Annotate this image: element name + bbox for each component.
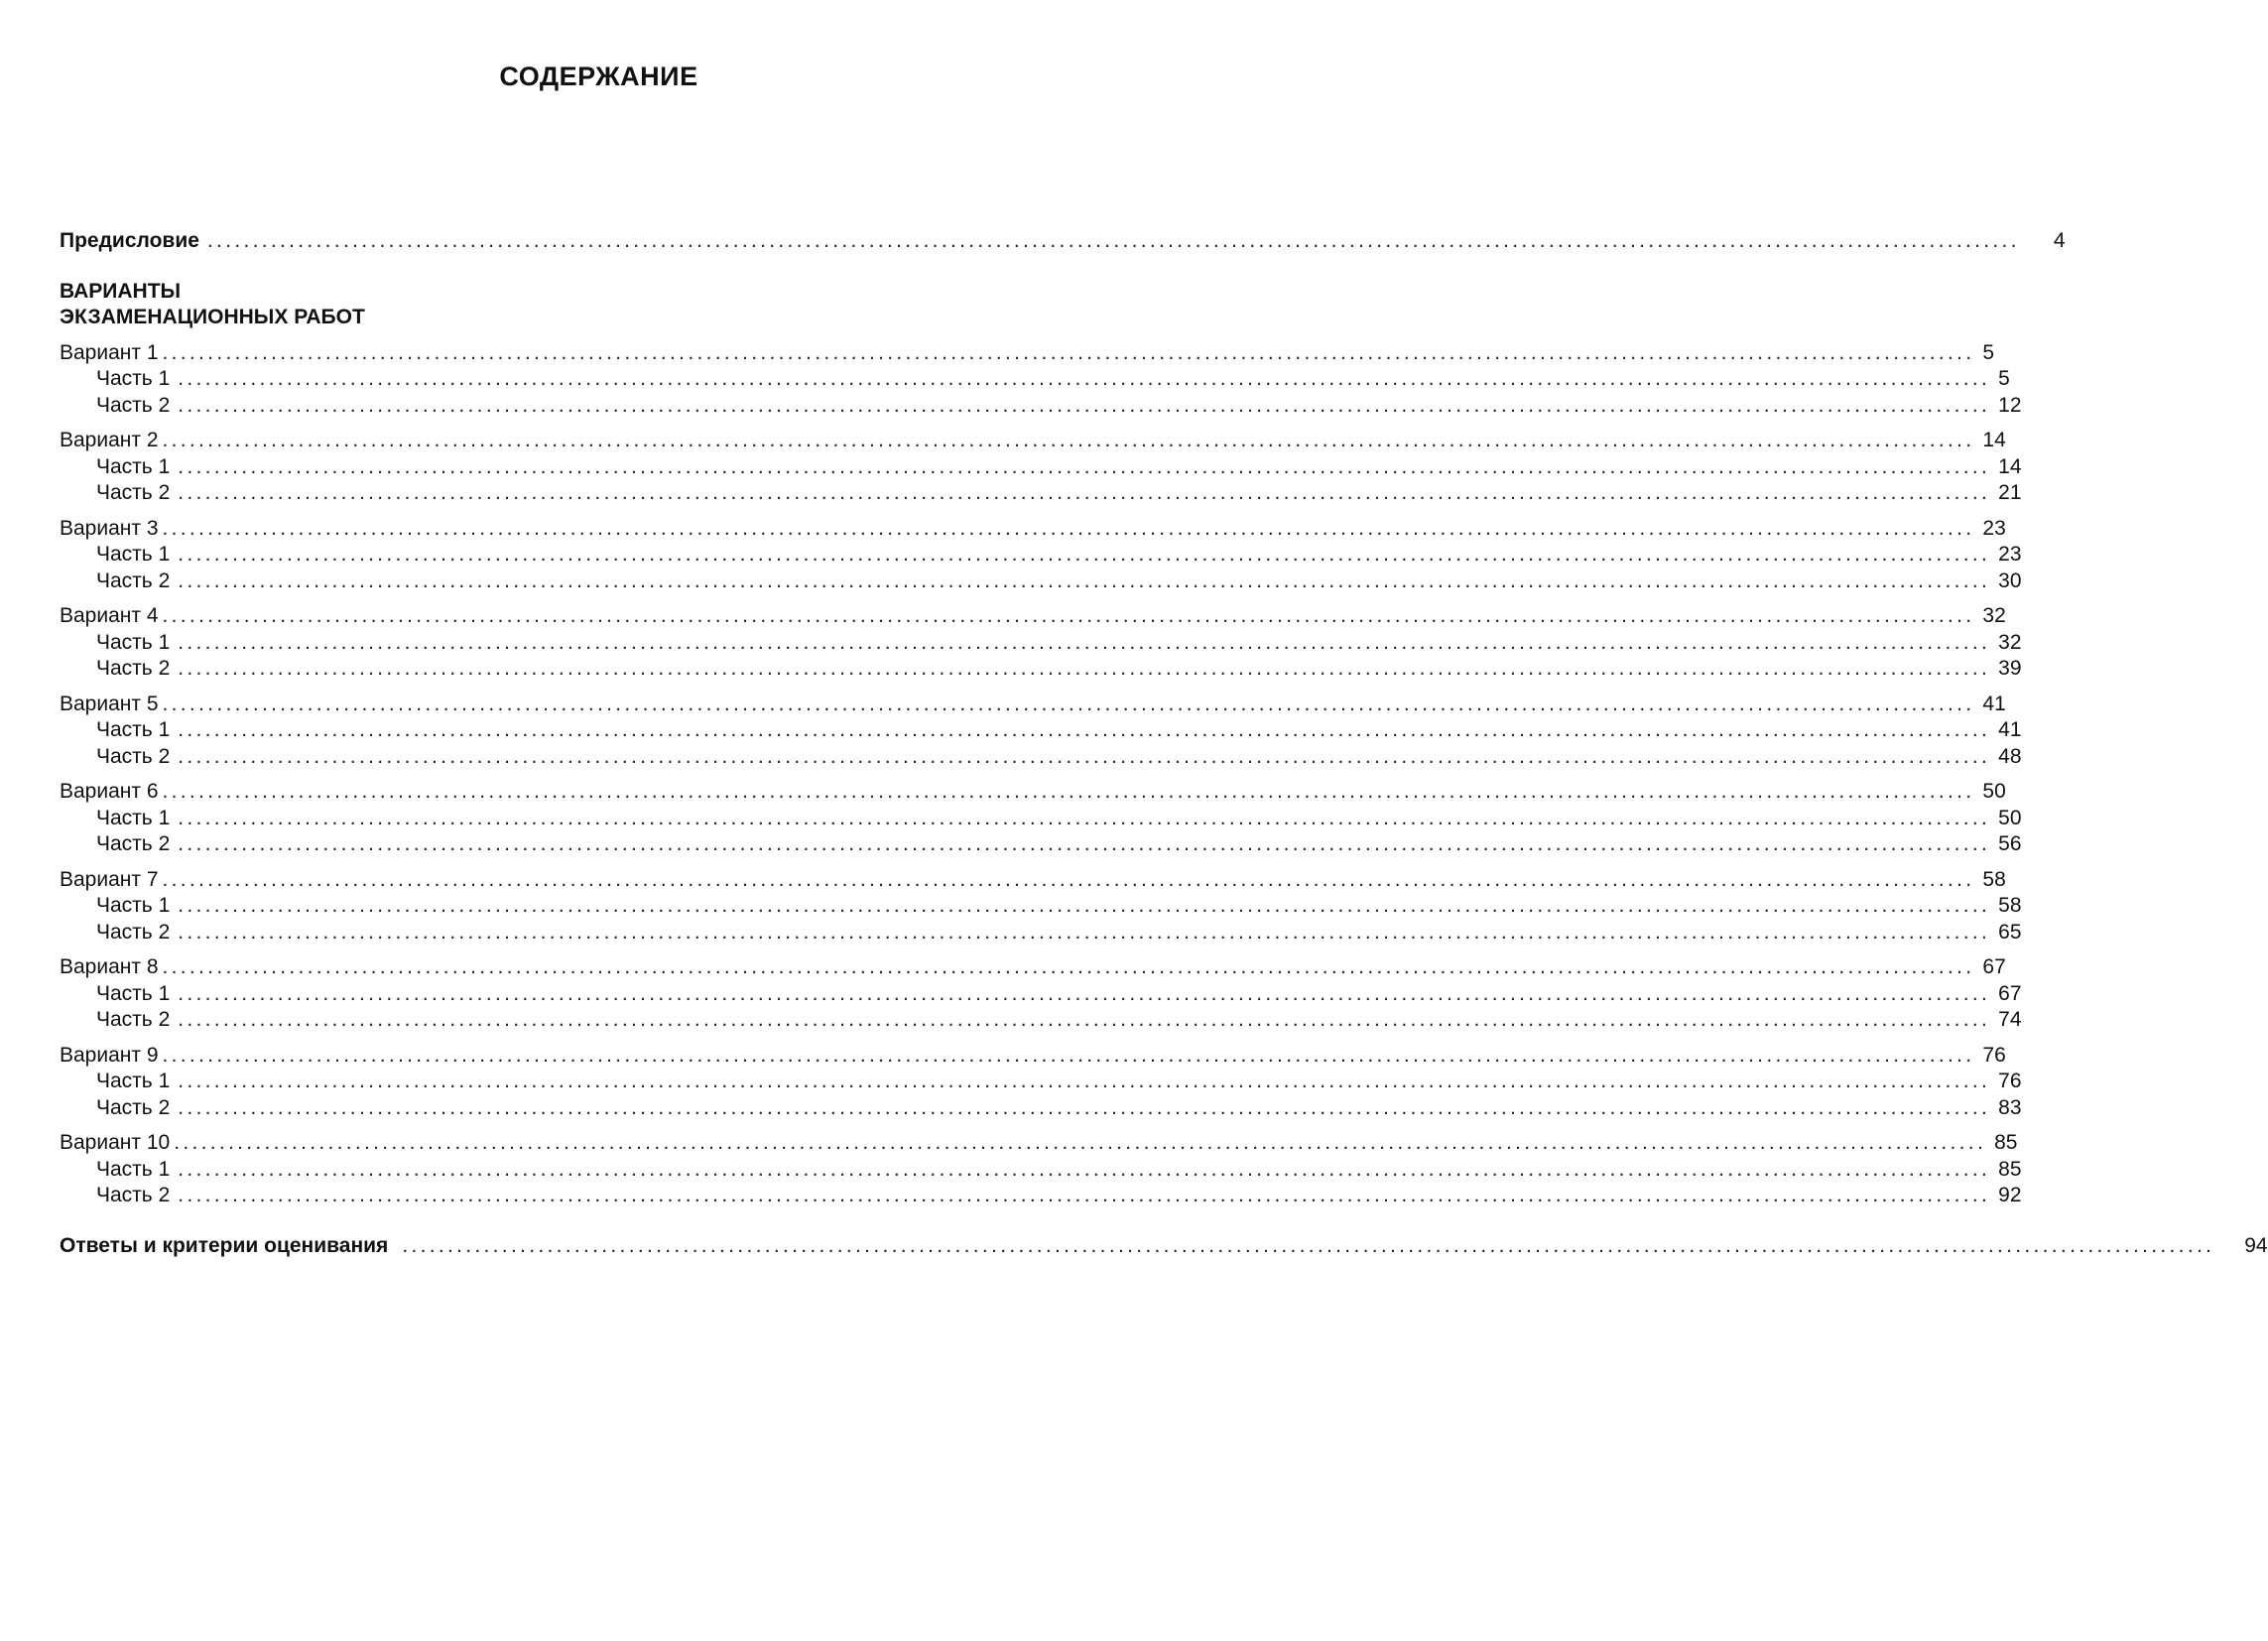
- dot-leader: ........................................................................................................................................................................................................: [178, 657, 1991, 680]
- dot-leader: ........................................................................................................................................................................................................: [178, 367, 1991, 390]
- toc-entry-label: Часть 2: [96, 1095, 171, 1119]
- dot-leader: ........................................................................................................................................................................................................: [174, 1131, 1987, 1154]
- toc-entry-page: 65: [1998, 920, 2022, 944]
- toc-entry-part[interactable]: [60, 656, 2022, 683]
- toc-entry-variant[interactable]: [60, 954, 2006, 981]
- dot-leader: ........................................................................................................................................................................................................: [178, 981, 1991, 1005]
- toc-entry-label: Часть 1: [96, 454, 171, 478]
- toc-entry-part[interactable]: [60, 542, 2022, 568]
- dot-leader: ........................................................................................................................................................................................................: [178, 1184, 1991, 1206]
- toc-entry-page: 23: [1982, 516, 2006, 540]
- section-heading: [60, 279, 1139, 330]
- toc-entry-variant[interactable]: [60, 1130, 2018, 1157]
- toc-entry-part[interactable]: [60, 717, 2022, 744]
- dot-leader: ........................................................................................................................................................................................................: [178, 1157, 1991, 1181]
- dot-leader: ........................................................................................................................................................................................................: [178, 481, 1991, 504]
- dot-leader: ........................................................................................................................................................................................................: [162, 604, 1975, 627]
- toc-entry-page: 85: [1994, 1131, 2018, 1154]
- table-of-contents: [60, 228, 2268, 1259]
- dot-leader: ........................................................................................................................................................................................................: [162, 955, 1975, 978]
- toc-entry-variant[interactable]: [60, 516, 2006, 543]
- toc-entry-label: Часть 2: [96, 657, 171, 680]
- variant-group: [60, 867, 2022, 947]
- variant-group: [60, 692, 2022, 771]
- toc-entry-part[interactable]: [60, 480, 2022, 507]
- variant-group: [60, 340, 2022, 420]
- variant-group: [60, 428, 2022, 507]
- toc-entry-part[interactable]: [60, 744, 2022, 771]
- toc-entry-part[interactable]: [60, 981, 2022, 1008]
- variant-group: [60, 779, 2022, 858]
- section-heading-line: ВАРИАНТЫ: [60, 279, 182, 303]
- dot-leader: ........................................................................................................................................................................................................: [178, 744, 1991, 768]
- toc-entry-answers[interactable]: [60, 1233, 2268, 1260]
- toc-entry-label: Часть 2: [96, 481, 171, 504]
- dot-leader: ........................................................................................................................................................................................................: [402, 1233, 2215, 1257]
- variant-group: [60, 1043, 2022, 1122]
- toc-entry-part[interactable]: [60, 568, 2022, 595]
- toc-entry-label: Часть 1: [96, 630, 171, 654]
- dot-leader: ........................................................................................................................................................................................................: [178, 920, 1991, 944]
- toc-entry-page: 14: [1998, 454, 2022, 478]
- toc-entry-label: Часть 2: [96, 1008, 171, 1031]
- variant-group: [60, 603, 2022, 683]
- toc-entry-page: 14: [1982, 429, 2006, 451]
- toc-entry-page: 92: [1998, 1184, 2022, 1206]
- toc-entry-page: 32: [1998, 630, 2022, 654]
- toc-entry-page: 5: [1998, 367, 2010, 390]
- toc-entry-page: 76: [1998, 1070, 2022, 1092]
- toc-entry-page: 74: [1998, 1008, 2022, 1031]
- toc-entry-variant[interactable]: [60, 340, 1995, 367]
- toc-entry-page: 30: [1998, 568, 2022, 592]
- toc-entry-label: Ответы и критерии оценивания: [60, 1233, 389, 1257]
- dot-leader: ........................................................................................................................................................................................................: [178, 630, 1991, 654]
- toc-entry-part[interactable]: [60, 1157, 2022, 1184]
- toc-entry-page: 41: [1998, 718, 2022, 741]
- toc-entry-preface[interactable]: [60, 228, 2066, 255]
- toc-entry-part[interactable]: [60, 393, 2022, 420]
- toc-entry-label: Часть 2: [96, 920, 171, 944]
- toc-entry-page: 94: [2244, 1233, 2268, 1257]
- toc-entry-variant[interactable]: [60, 779, 2006, 806]
- toc-entry-label: Часть 1: [96, 1070, 171, 1092]
- dot-leader: ........................................................................................................................................................................................................: [178, 806, 1991, 829]
- dot-leader: ........................................................................................................................................................................................................: [178, 568, 1991, 592]
- toc-entry-part[interactable]: [60, 1069, 2022, 1095]
- toc-entry-label: Часть 1: [96, 718, 171, 741]
- toc-entry-page: 41: [1982, 692, 2006, 715]
- dot-leader: ........................................................................................................................................................................................................: [162, 780, 1975, 803]
- dot-leader: ........................................................................................................................................................................................................: [178, 894, 1991, 917]
- toc-entry-part[interactable]: [60, 1007, 2022, 1034]
- dot-leader: ........................................................................................................................................................................................................: [206, 229, 2020, 252]
- toc-entry-part[interactable]: [60, 920, 2022, 947]
- toc-entry-page: 76: [1982, 1043, 2006, 1067]
- toc-entry-label: Вариант 1: [60, 340, 159, 364]
- dot-leader: ........................................................................................................................................................................................................: [178, 1070, 1991, 1092]
- toc-entry-label: Вариант 10: [60, 1131, 171, 1154]
- dot-leader: ........................................................................................................................................................................................................: [178, 454, 1991, 478]
- toc-entry-page: 50: [1982, 780, 2006, 803]
- toc-entry-variant[interactable]: [60, 692, 2006, 718]
- toc-entry-page: 12: [1998, 393, 2022, 417]
- toc-entry-label: Часть 2: [96, 832, 171, 855]
- toc-entry-label: Часть 1: [96, 981, 171, 1005]
- toc-entry-part[interactable]: [60, 1183, 2022, 1209]
- toc-entry-part[interactable]: [60, 893, 2022, 920]
- variant-group: [60, 516, 2022, 595]
- variant-group: [60, 1130, 2022, 1209]
- toc-entry-variant[interactable]: [60, 867, 2006, 894]
- toc-entry-page: 56: [1998, 832, 2022, 855]
- toc-entry-part[interactable]: [60, 831, 2022, 858]
- toc-entry-part[interactable]: [60, 1095, 2022, 1122]
- toc-entry-label: Вариант 3: [60, 516, 159, 540]
- toc-entry-label: Часть 2: [96, 568, 171, 592]
- toc-entry-page: 50: [1998, 806, 2022, 829]
- toc-entry-page: 83: [1998, 1095, 2022, 1119]
- dot-leader: ........................................................................................................................................................................................................: [162, 1043, 1975, 1067]
- toc-entry-label: Вариант 9: [60, 1043, 159, 1067]
- toc-entry-page: 67: [1998, 981, 2022, 1005]
- toc-entry-part[interactable]: [60, 630, 2022, 657]
- toc-entry-label: Вариант 2: [60, 429, 159, 451]
- toc-entry-page: 32: [1982, 604, 2006, 627]
- toc-entry-label: Часть 1: [96, 367, 171, 390]
- toc-entry-label: Предисловие: [60, 229, 199, 252]
- toc-entry-variant[interactable]: [60, 428, 2006, 454]
- dot-leader: ........................................................................................................................................................................................................: [162, 516, 1975, 540]
- toc-entry-variant[interactable]: [60, 1043, 2006, 1070]
- dot-leader: ........................................................................................................................................................................................................: [178, 832, 1991, 855]
- dot-leader: ........................................................................................................................................................................................................: [162, 692, 1975, 715]
- toc-entry-variant[interactable]: [60, 603, 2006, 630]
- toc-entry-page: 58: [1998, 894, 2022, 917]
- toc-entry-label: Вариант 5: [60, 692, 159, 715]
- toc-entry-part[interactable]: [60, 366, 2010, 393]
- dot-leader: ........................................................................................................................................................................................................: [162, 429, 1975, 451]
- toc-entry-page: 39: [1998, 657, 2022, 680]
- toc-entry-label: Часть 2: [96, 744, 171, 768]
- toc-entry-page: 21: [1998, 481, 2022, 504]
- toc-entry-page: 4: [2053, 229, 2066, 252]
- toc-entry-label: Вариант 8: [60, 955, 159, 978]
- dot-leader: ........................................................................................................................................................................................................: [178, 393, 1991, 417]
- toc-entry-label: Часть 2: [96, 393, 171, 417]
- toc-entry-label: Часть 1: [96, 1157, 171, 1181]
- toc-entry-part[interactable]: [60, 454, 2022, 481]
- toc-entry-page: 67: [1982, 955, 2006, 978]
- dot-leader: ........................................................................................................................................................................................................: [162, 867, 1975, 891]
- dot-leader: ........................................................................................................................................................................................................: [178, 1095, 1991, 1119]
- toc-entry-page: 48: [1998, 744, 2022, 768]
- toc-entry-page: 5: [1982, 340, 1995, 364]
- section-heading-line: ЭКЗАМЕНАЦИОННЫХ РАБОТ: [60, 305, 365, 328]
- toc-entry-label: Вариант 6: [60, 780, 159, 803]
- toc-entry-page: 23: [1998, 543, 2022, 566]
- page-title: СОДЕРЖАНИЕ: [499, 62, 698, 91]
- dot-leader: ........................................................................................................................................................................................................: [178, 1008, 1991, 1031]
- toc-entry-label: Часть 1: [96, 894, 171, 917]
- dot-leader: ........................................................................................................................................................................................................: [178, 543, 1991, 566]
- dot-leader: ........................................................................................................................................................................................................: [162, 340, 1975, 364]
- variants-list: [60, 340, 2022, 1209]
- toc-entry-label: Часть 1: [96, 806, 171, 829]
- toc-entry-label: Вариант 4: [60, 604, 159, 627]
- dot-leader: ........................................................................................................................................................................................................: [178, 718, 1991, 741]
- toc-entry-part[interactable]: [60, 806, 2022, 832]
- toc-entry-label: Часть 1: [96, 543, 171, 566]
- toc-entry-label: Вариант 7: [60, 867, 159, 891]
- toc-entry-page: 58: [1982, 867, 2006, 891]
- toc-entry-page: 85: [1998, 1157, 2022, 1181]
- variant-group: [60, 954, 2022, 1034]
- toc-entry-label: Часть 2: [96, 1184, 171, 1206]
